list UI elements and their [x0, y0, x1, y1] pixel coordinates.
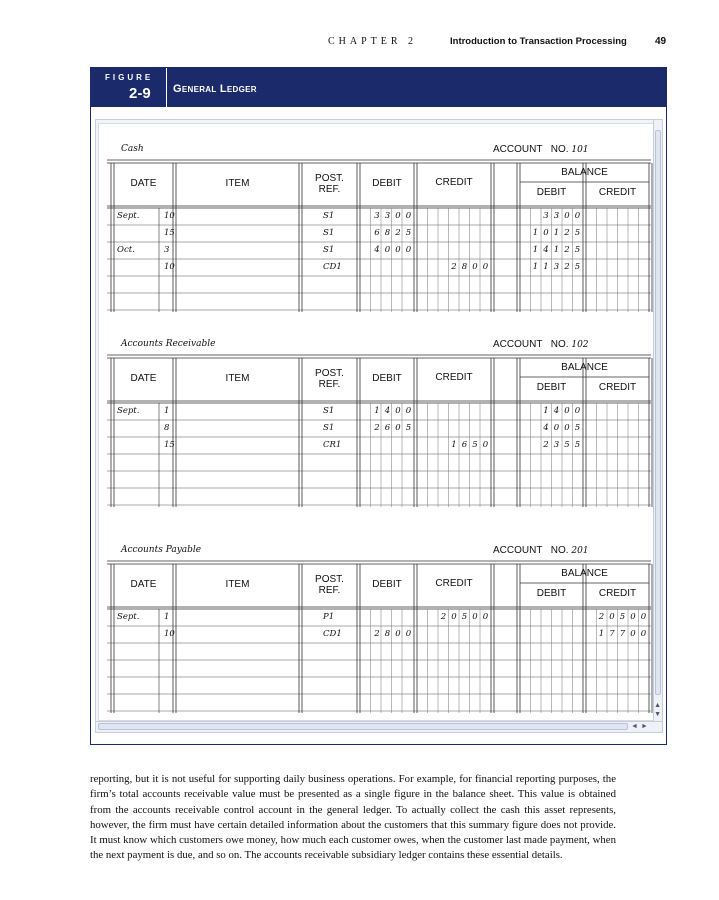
digit-cell: 3 [553, 262, 560, 272]
col-header-post-ref [302, 173, 357, 195]
digit-cell: 0 [395, 629, 401, 639]
digit-cell: 3 [553, 211, 560, 221]
ledger-account-1 [99, 144, 655, 334]
entry-day: 10 [164, 262, 175, 272]
digit-cell: 2 [374, 423, 380, 433]
col-header-debit: DEBIT [372, 373, 402, 384]
col-header-credit: CREDIT [435, 578, 473, 589]
col-header-balance-debit: DEBIT [536, 382, 567, 393]
no-label: NO. [550, 144, 569, 155]
entry-day: 15 [164, 440, 175, 450]
digit-cell: 0 [553, 423, 560, 433]
digit-cell: 0 [451, 612, 457, 622]
post-ref-line1: POST. [315, 173, 344, 184]
ledger-account-2 [99, 339, 655, 529]
digit-cell: 4 [543, 245, 549, 255]
scroll-up-arrow-icon[interactable]: ▲ [654, 702, 661, 709]
figure-title-bar [91, 68, 666, 107]
account-name: Accounts Receivable [121, 339, 216, 349]
col-header-balance: BALANCE [561, 167, 608, 178]
digit-cell: 4 [543, 423, 549, 433]
digit-cell: 3 [374, 211, 380, 221]
col-header-date: DATE [130, 178, 157, 189]
account-label: ACCOUNT [493, 339, 543, 350]
entry-post-ref: S1 [323, 423, 335, 433]
entry-post-ref: S1 [323, 245, 335, 255]
digit-cell: 0 [609, 612, 615, 622]
digit-cell: 0 [482, 612, 489, 622]
digit-cell: 6 [374, 228, 380, 238]
account-label: ACCOUNT [493, 144, 543, 155]
digit-cell: 0 [482, 440, 489, 450]
digit-cell: 5 [574, 262, 581, 272]
digit-cell: 4 [374, 245, 380, 255]
account-number: 102 [571, 340, 589, 350]
digit-cell: 0 [640, 629, 647, 639]
col-header-balance-debit: DEBIT [536, 588, 567, 599]
account-name: Cash [121, 144, 144, 154]
digit-cell: 1 [374, 406, 380, 416]
col-header-item: ITEM [225, 178, 250, 189]
col-header-balance-credit: CREDIT [598, 588, 637, 599]
entry-post-ref: CR1 [323, 440, 342, 450]
digit-cell: 4 [553, 406, 560, 416]
digit-cell: 0 [405, 245, 412, 255]
digit-cell: 0 [482, 262, 489, 272]
digit-cell: 0 [543, 228, 549, 238]
post-ref-line1: POST. [315, 368, 344, 379]
col-header-item: ITEM [225, 579, 250, 590]
entry-day: 8 [164, 423, 170, 433]
entry-day: 10 [164, 629, 175, 639]
digit-cell: 0 [564, 423, 570, 433]
digit-cell: 5 [405, 228, 412, 238]
col-header-balance: BALANCE [561, 568, 608, 579]
digit-cell: 1 [543, 406, 549, 416]
entry-day: 15 [164, 228, 175, 238]
digit-cell: 5 [574, 423, 581, 433]
account-name: Accounts Payable [121, 545, 202, 555]
scroll-right-arrow-icon[interactable]: ► [641, 723, 648, 730]
entry-post-ref: S1 [323, 211, 335, 221]
entry-day: 10 [164, 211, 175, 221]
ledger-window [95, 119, 663, 733]
digit-cell: 5 [461, 612, 468, 622]
col-header-balance-credit: CREDIT [598, 382, 637, 393]
vertical-scrollbar[interactable] [653, 120, 662, 724]
entry-post-ref: P1 [323, 612, 335, 622]
horizontal-scroll-thumb[interactable] [98, 723, 628, 730]
digit-cell: 0 [640, 612, 647, 622]
post-ref-line2: REF. [318, 585, 341, 596]
digit-cell: 8 [461, 262, 468, 272]
digit-cell: 1 [532, 245, 539, 255]
entry-post-ref: S1 [323, 406, 335, 416]
entry-day: 1 [164, 406, 170, 416]
col-header-debit: DEBIT [372, 579, 402, 590]
col-header-credit: CREDIT [435, 177, 473, 188]
digit-cell: 2 [598, 612, 605, 622]
digit-cell: 2 [395, 228, 401, 238]
digit-cell: 5 [619, 612, 626, 622]
figure-title: General Ledger [173, 83, 257, 95]
scroll-down-arrow-icon[interactable]: ▼ [654, 711, 661, 718]
figure-number: 2-9 [129, 85, 151, 102]
no-label: NO. [550, 339, 569, 350]
digit-cell: 3 [543, 211, 549, 221]
digit-cell: 0 [405, 406, 412, 416]
digit-cell: 4 [384, 406, 391, 416]
digit-cell: 5 [574, 245, 581, 255]
post-ref-line1: POST. [315, 574, 344, 585]
digit-cell: 5 [574, 440, 581, 450]
post-ref-line2: REF. [318, 184, 341, 195]
digit-cell: 0 [630, 612, 636, 622]
digit-cell: 0 [405, 629, 412, 639]
entry-month: Oct. [117, 245, 135, 255]
digit-cell: 2 [374, 629, 380, 639]
digit-cell: 7 [609, 629, 615, 639]
digit-cell: 1 [451, 440, 457, 450]
ledger-sheet [98, 123, 654, 721]
digit-cell: 8 [384, 629, 391, 639]
account-number: 101 [571, 145, 589, 155]
digit-cell: 0 [564, 211, 570, 221]
page-number: 49 [655, 36, 667, 47]
digit-cell: 0 [384, 245, 391, 255]
digit-cell: 0 [395, 423, 401, 433]
no-label: NO. [550, 545, 569, 556]
col-header-balance-credit: CREDIT [598, 187, 637, 198]
col-header-balance: BALANCE [561, 362, 608, 373]
digit-cell: 2 [451, 262, 457, 272]
digit-cell: 0 [472, 612, 478, 622]
digit-cell: 6 [384, 423, 391, 433]
entry-post-ref: CD1 [323, 629, 342, 639]
col-header-credit: CREDIT [435, 372, 473, 383]
digit-cell: 1 [543, 262, 549, 272]
col-header-debit: DEBIT [372, 178, 402, 189]
figure-label: FIGURE [105, 73, 154, 82]
col-header-item: ITEM [225, 373, 250, 384]
digit-cell: 0 [395, 211, 401, 221]
digit-cell: 1 [532, 228, 539, 238]
col-header-date: DATE [130, 373, 157, 384]
chapter-label: CHAPTER 2 [328, 36, 418, 47]
digit-cell: 0 [405, 211, 412, 221]
digit-cell: 2 [564, 262, 570, 272]
col-header-date: DATE [130, 579, 157, 590]
digit-cell: 8 [384, 228, 391, 238]
digit-cell: 0 [564, 406, 570, 416]
horizontal-scrollbar[interactable] [96, 721, 662, 732]
digit-cell: 2 [564, 228, 570, 238]
digit-cell: 5 [472, 440, 478, 450]
digit-cell: 1 [532, 262, 539, 272]
account-number: 201 [571, 546, 589, 556]
digit-cell: 1 [598, 629, 605, 639]
digit-cell: 2 [564, 245, 570, 255]
entry-post-ref: CD1 [323, 262, 342, 272]
account-label: ACCOUNT [493, 545, 543, 556]
digit-cell: 0 [630, 629, 636, 639]
digit-cell: 0 [574, 211, 581, 221]
vertical-scroll-thumb[interactable] [655, 130, 661, 695]
digit-cell: 3 [384, 211, 391, 221]
digit-cell: 5 [574, 228, 581, 238]
entry-month: Sept. [117, 211, 140, 221]
digit-cell: 0 [472, 262, 478, 272]
entry-post-ref: S1 [323, 228, 335, 238]
digit-cell: 3 [553, 440, 560, 450]
digit-cell: 0 [395, 245, 401, 255]
digit-cell: 0 [395, 406, 401, 416]
entry-month: Sept. [117, 406, 140, 416]
entry-day: 1 [164, 612, 170, 622]
scroll-left-arrow-icon[interactable]: ◄ [631, 723, 638, 730]
col-header-post-ref [302, 368, 357, 390]
digit-cell: 7 [619, 629, 626, 639]
digit-cell: 1 [553, 245, 560, 255]
digit-cell: 1 [553, 228, 560, 238]
entry-day: 3 [164, 245, 170, 255]
post-ref-line2: REF. [318, 379, 341, 390]
digit-cell: 2 [440, 612, 447, 622]
chapter-title: Introduction to Transaction Processing [450, 36, 627, 47]
digit-cell: 2 [543, 440, 549, 450]
figure-frame [90, 67, 667, 745]
body-paragraph-text: reporting, but it is not useful for supporting daily business operations. For example, for financial reporting purposes, the firm’s total accounts receivable value must be presented as a single figure in the balance sheet. This value is obtained from the accounts receivable control account in the general ledger. To actually collect the cash this asset represents, however, the firm must have certain detailed information about the customers that this summary figure does not provide. It must know which customers owe money, how much each customer owes, when the customer last made payment, when the next payment is due, and so on. The accounts receivable subsidiary ledger contains these essential details. [90, 773, 616, 862]
col-header-balance-debit: DEBIT [536, 187, 567, 198]
digit-cell: 5 [405, 423, 412, 433]
running-header [0, 36, 719, 50]
col-header-post-ref [302, 574, 357, 596]
digit-cell: 0 [574, 406, 581, 416]
ledger-account-3 [99, 545, 655, 735]
digit-cell: 6 [461, 440, 468, 450]
digit-cell: 5 [564, 440, 570, 450]
body-paragraph [90, 772, 616, 864]
entry-month: Sept. [117, 612, 140, 622]
